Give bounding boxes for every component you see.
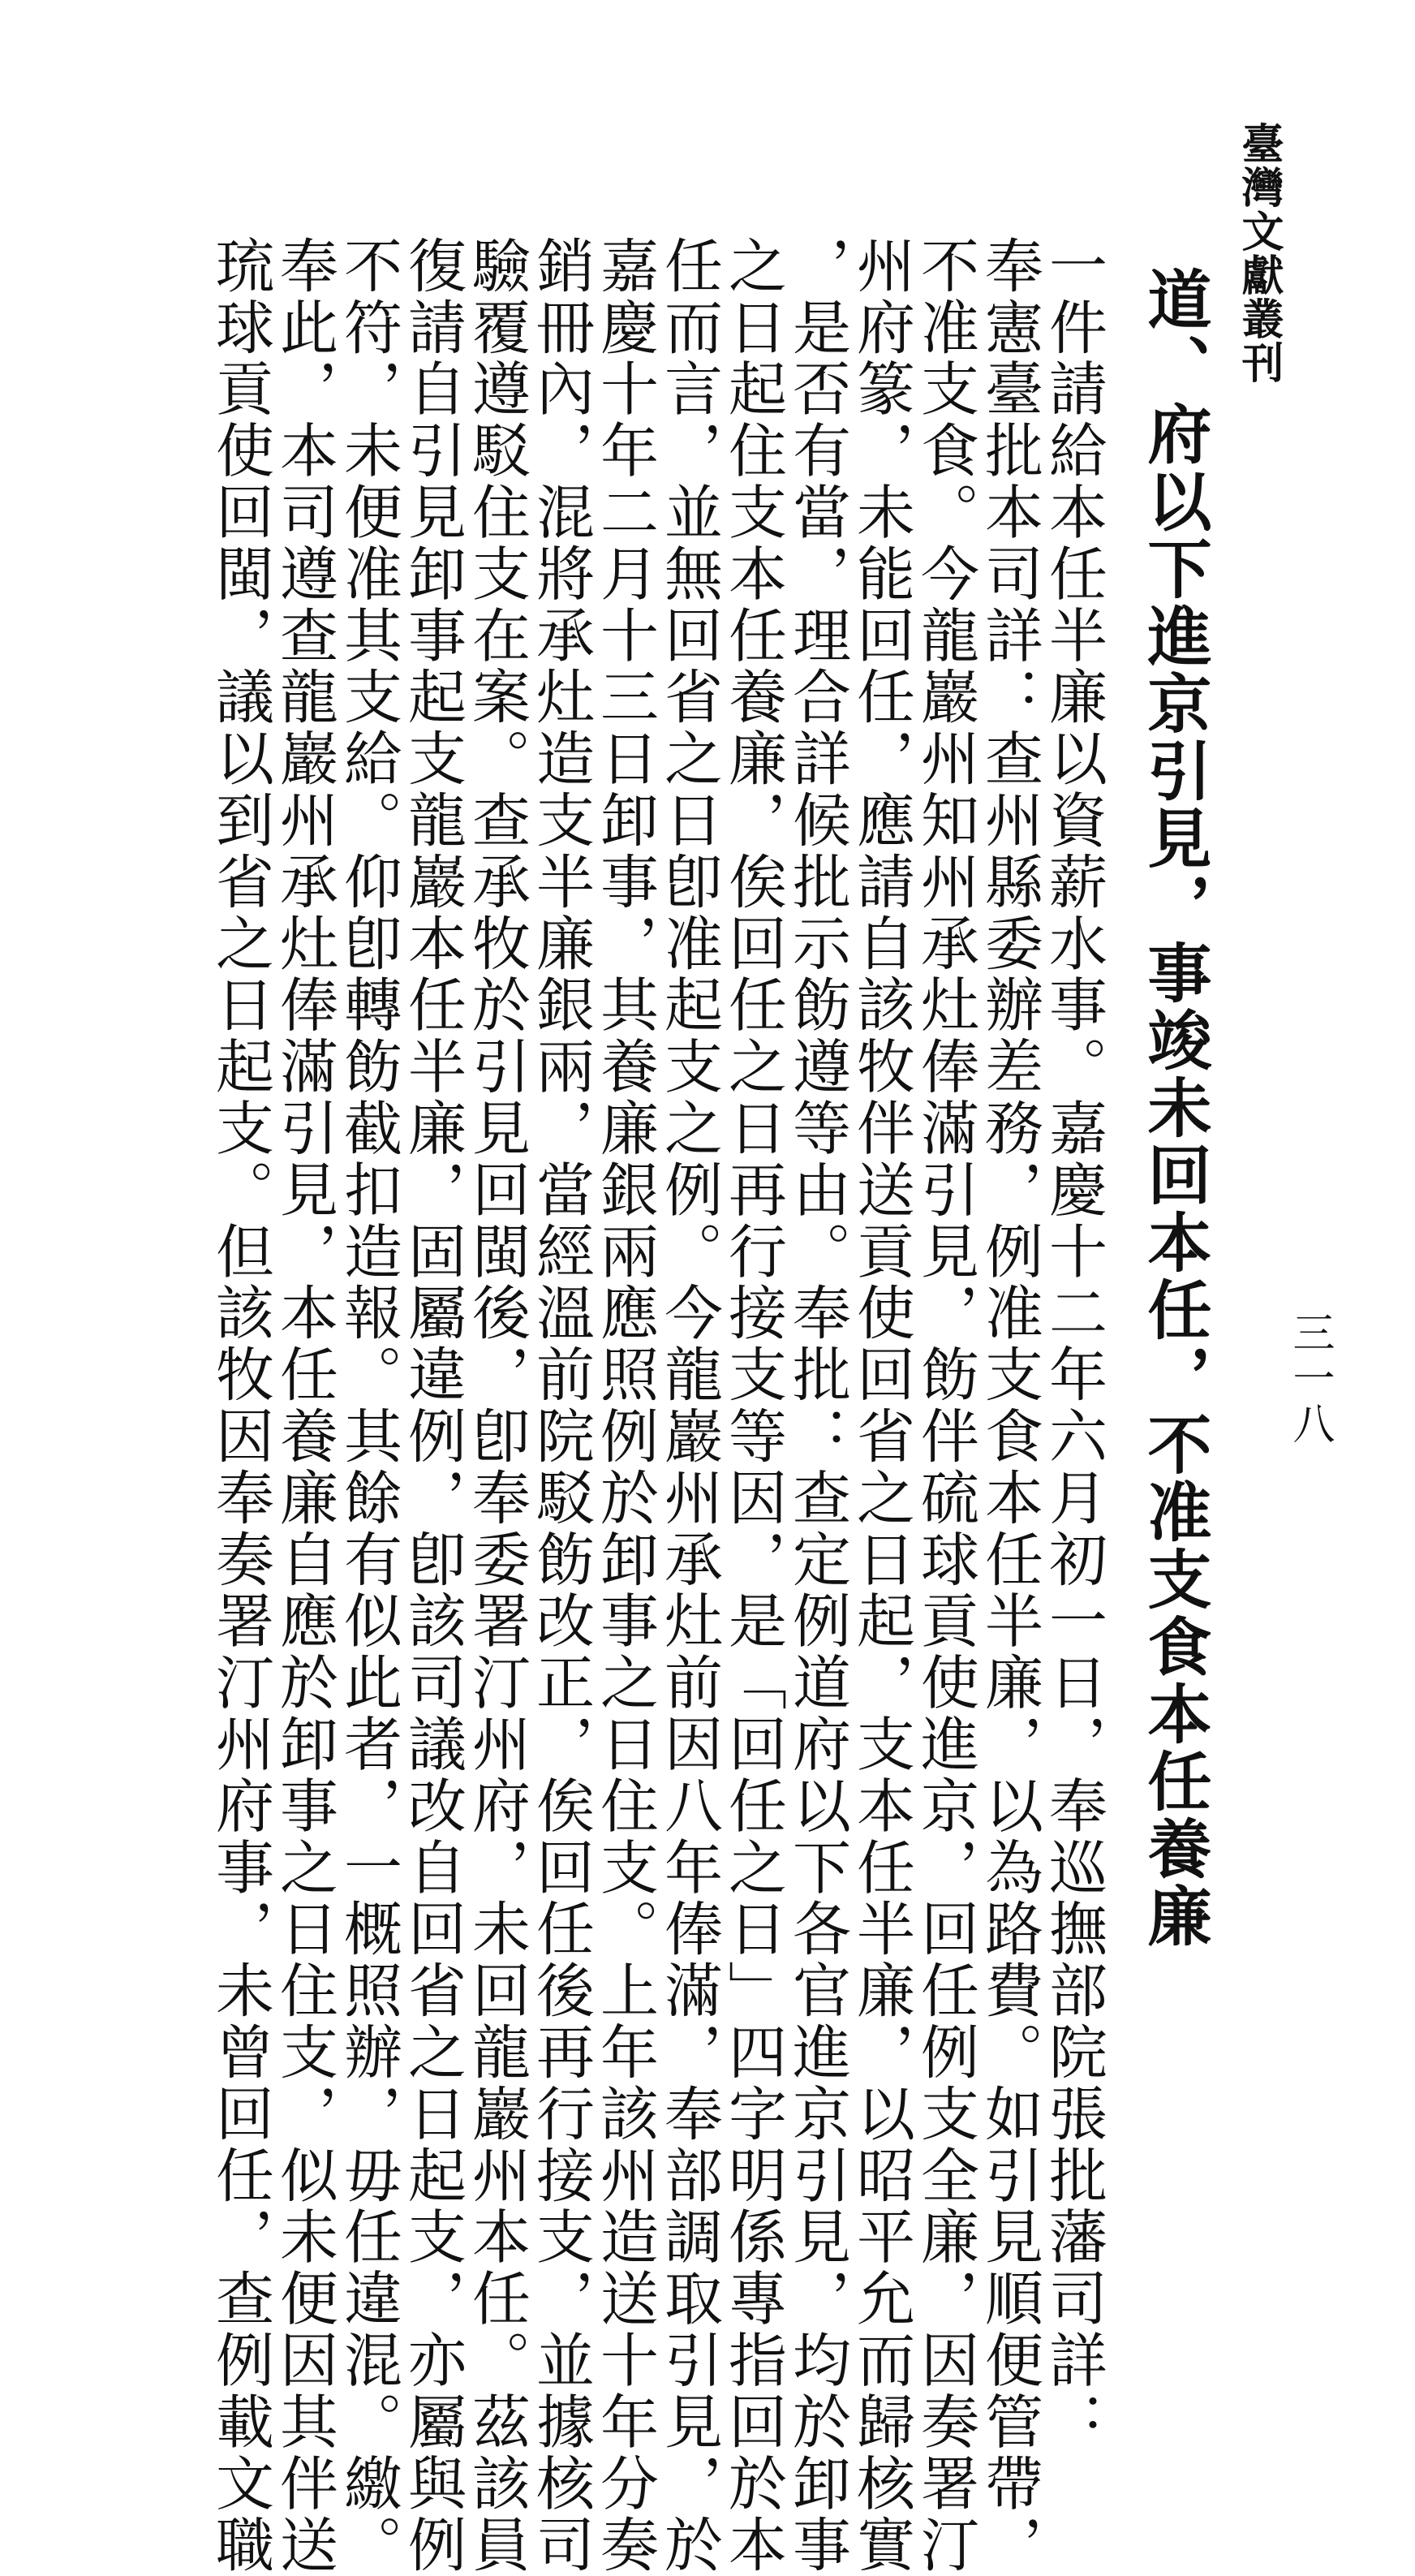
body-line: 驗覆遵駁住支在案。查承牧於引見回閩後，卽奉委署汀州府，未回龍巖州本任。茲該員 bbox=[462, 235, 531, 2576]
body-line: 不准支食。今龍巖州知州承灶俸滿引見，飭伴硫球貢使進京，回任例支全廉，因奏署汀 bbox=[911, 235, 979, 2576]
body-line: 奉憲臺批本司詳：查州縣委辦差務，例准支食本任半廉，以為路費。如引見順便管帶， bbox=[975, 235, 1043, 2576]
body-line: 銷冊內，混將承灶造支半廉銀兩，當經溫前院駁飭改正，俟回任後再行接支，並據核司 bbox=[527, 235, 595, 2576]
body-text bbox=[206, 235, 1107, 2576]
body-line: 任而言，並無回省之日卽准起支之例。今龍巖州承灶前因八年俸滿，奉部調取引見，於 bbox=[655, 235, 723, 2576]
body-line: 琉球貢使回閩，議以到省之日起支。但該牧因奉奏署汀州府事，未曾回任，查例載文職 bbox=[206, 235, 274, 2576]
body-line: 不符，未便准其支給。仰卽轉飭截扣造報。其餘有似此者，一概照辦，毋任違混。繳。 bbox=[334, 235, 402, 2576]
body-line: ，是否有當，理合詳候批示飭遵等由。奉批：查定例道府以下各官進京引見，均於卸事 bbox=[783, 235, 851, 2576]
body-line: 復請自引見卸事起支龍巖本任半廉，固屬違例，卽該司議改自回省之日起支，亦屬與例 bbox=[398, 235, 467, 2576]
body-line: 一件請給本任半廉以資薪水事。嘉慶十二年六月初一日，奉巡撫部院張批藩司詳： bbox=[1039, 235, 1107, 2453]
page-number: 三一八 bbox=[1285, 1311, 1334, 1447]
body-line: 奉此，本司遵查龍巖州承灶俸滿引見，本任養廉自應於卸事之日住支，似未便因其伴送 bbox=[270, 235, 338, 2576]
body-line: 嘉慶十年二月十三日卸事，其養廉銀兩應照例於卸事之日住支。上年該州造送十年分奏 bbox=[591, 235, 659, 2576]
body-line: 州府篆，未能回任，應請自該牧伴送貢使回省之日起，支本任半廉，以昭平允而歸核實 bbox=[847, 235, 915, 2576]
series-title: 臺灣文獻叢刊 bbox=[1234, 122, 1284, 385]
section-heading: 道、府以下進京引見，事竣未回本任，不准支食本任養廉 bbox=[1137, 266, 1212, 1950]
body-line: 之日起住支本任養廉，俟回任之日再行接支等因，是「回任之日」四字明係專指回於本 bbox=[719, 235, 787, 2576]
